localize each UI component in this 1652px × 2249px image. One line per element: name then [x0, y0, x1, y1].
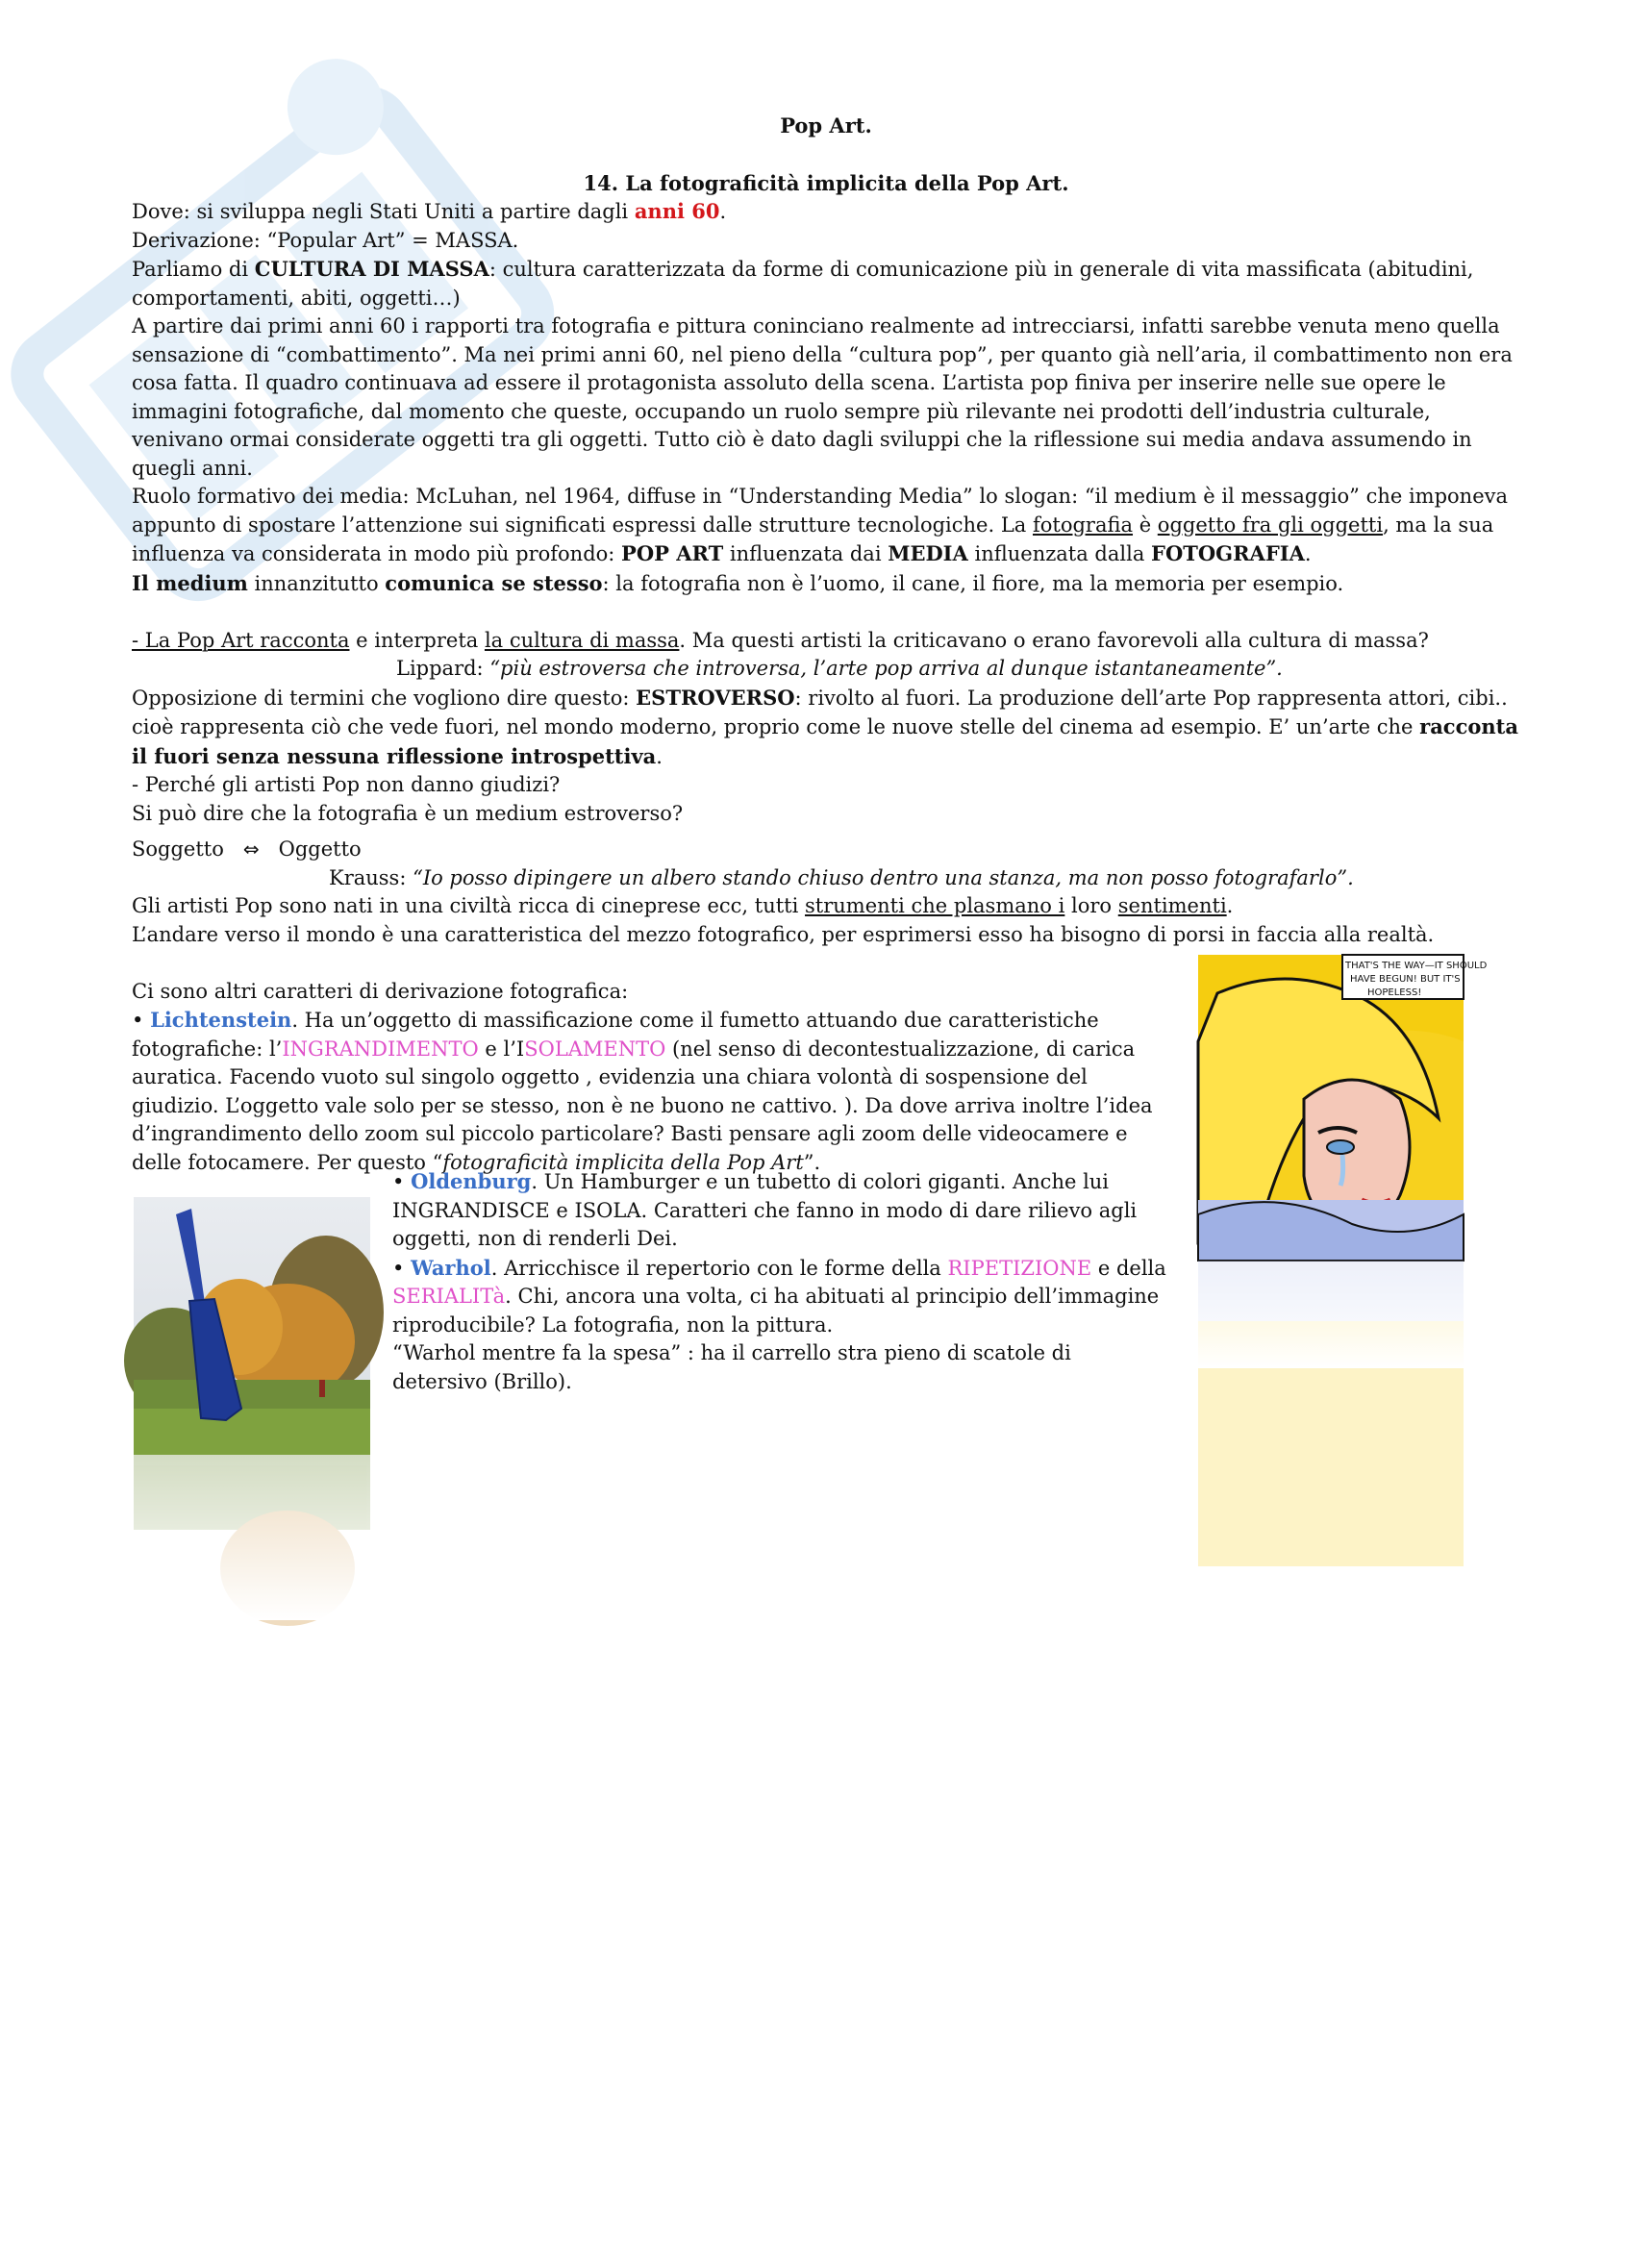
text-line: auratica. Facendo vuoto sul singolo oggetto , evidenzia una chiara volontà di sospensione del: [132, 1065, 1088, 1088]
text-line: Gli artisti Pop sono nati in una civiltà ricca di cinepresе ecc, tutti strumenti che plasmano i loro sentimenti.: [132, 894, 1234, 917]
text-line: fotografiche: l’INGRANDIMENTO e l’ISOLAMENTO (nel senso di decontestualizzazione, di carica: [132, 1037, 1136, 1061]
text-line: INGRANDISCE e ISOLA. Caratteri che fanno in modo di dare rilievo agli: [392, 1198, 1138, 1222]
text-line: • Warhol. Arricchisce il repertorio con le forme della RIPETIZIONE e della: [392, 1255, 1166, 1280]
text-line: [132, 598, 1516, 627]
text-line: giudizio. L’oggetto vale solo per se stesso, non è ne buono ne cattivo. ). Da dove arriva inoltre l’idea: [132, 1093, 1153, 1117]
text-line: Si può dire che la fotografia è un medium estroverso?: [132, 801, 684, 825]
text-line: delle fotocamere. Per questo “fotograficità implicita della Pop Art”.: [132, 1150, 821, 1174]
text-line: il fuori senza nessuna riflessione introspettiva.: [132, 743, 663, 768]
text-line: - Perché gli artisti Pop non danno giudizi?: [132, 773, 561, 796]
text-line: sensazione di “combattimento”. Ma nei primi anni 60, nel pieno della “cultura pop”, per quanto già nell’aria, il combattimento non era: [132, 342, 1513, 366]
text-line: A partire dai primi anni 60 i rapporti tra fotografia e pittura coninciano realmente ad intrecciarsi, infatti sarebbe venuta meno quella: [132, 314, 1500, 337]
oldenburg-sculpture-image: [134, 1197, 370, 1620]
text-line: influenza va considerata in modo più profondo: POP ART influenzata dai MEDIA influenzata dalla FOTOGRAFIA.: [132, 541, 1312, 565]
text-line: immagini fotografiche, dal momento che queste, occupando un ruolo sempre più rilevante nei prodotti dell’industria culturale,: [132, 399, 1431, 423]
text-line: riproducibile? La fotografia, non la pittura.: [392, 1312, 834, 1337]
text-line: Opposizione di termini che vogliono dire questo: ESTROVERSO: rivolto al fuori. La produzione dell’arte Pop rappresenta attori, cibi..: [132, 685, 1508, 710]
comic-balloon-line1: THAT'S THE WAY—IT SHOULD: [1345, 961, 1488, 971]
text-line: Parliamo di CULTURA DI MASSA: cultura caratterizzata da forme di comunicazione più in generale di vita massificata (abitudini,: [132, 257, 1474, 281]
text-line: d’ingrandimento dello zoom sul piccolo particolare? Basti pensare agli zoom delle videocamere e: [132, 1122, 1128, 1145]
text-line: • Oldenburg. Un Hamburger e un tubetto di colori giganti. Anche lui: [392, 1169, 1110, 1193]
comic-balloon-line2: HAVE BEGUN! BUT IT'S: [1350, 974, 1461, 985]
text-line: venivano ormai considerate oggetti tra gli oggetti. Tutto ciò è dato dagli sviluppi che la riflessione sui media andava assumendo in: [132, 428, 1472, 451]
page-title: Pop Art.: [780, 113, 872, 137]
text-line: oggetti, non di renderli Dei.: [392, 1227, 678, 1250]
text-line: Krauss: “Io posso dipingere un albero stando chiuso dentro una stanza, ma non posso fotografarlo”.: [329, 865, 1354, 889]
text-line: Soggetto ⇔ Oggetto: [132, 837, 362, 861]
text-line: quegli anni.: [132, 456, 253, 480]
text-line: appunto di spostare l’attenzione sui significati espressi dalle strutture tecnologiche. La fotografia è oggetto fra gli oggetti, ma la sua: [132, 512, 1494, 537]
text-line: Derivazione: “Popular Art” = MASSA.: [132, 228, 519, 252]
text-line: L’andare verso il mondo è una caratteristica del mezzo fotografico, per esprimersi esso ha bisogno di porsi in faccia alla realtà.: [132, 922, 1435, 946]
section-heading: 14. La fotograficità implicita della Pop Art.: [583, 171, 1069, 195]
side-text: [392, 1167, 1181, 1396]
text-line: Lippard: “più estroversa che introversa, l’arte pop arriva al dunque istantaneamente”.: [396, 657, 1283, 680]
text-line: cosa fatta. Il quadro continuava ad essere il protagonista assoluto della scena. L’artista pop finiva per inserire nelle sue opere le: [132, 371, 1446, 394]
text-line: • Lichtenstein. Ha un’oggetto di massificazione come il fumetto attuando due caratteristiche: [132, 1008, 1099, 1032]
text-line: - La Pop Art racconta e interpreta la cultura di massa. Ma questi artisti la criticavano o erano favorevoli alla cultura di massa?: [132, 628, 1429, 652]
text-line: Ci sono altri caratteri di derivazione fotografica:: [132, 979, 629, 1003]
text-line: comportamenti, abiti, oggetti…): [132, 286, 461, 310]
lichtenstein-comic-image: [1198, 955, 1488, 1368]
comic-balloon-line3: HOPELESS!: [1367, 987, 1422, 998]
text-line: Ruolo formativo dei media: McLuhan, nel 1964, diffuse in “Understanding Media” lo slogan: “il medium è il messaggio” che imponeva: [132, 485, 1509, 508]
text-line: “Warhol mentre fa la spesa” : ha il carrello stra pieno di scatole di: [392, 1341, 1071, 1364]
text-line: detersivo (Brillo).: [392, 1369, 572, 1393]
text-line: Il medium innanzitutto comunica se stesso: la fotografia non è l’uomo, il cane, il fiore, ma la memoria per esempio.: [132, 570, 1344, 595]
text-line: SERIALITà. Chi, ancora una volta, ci ha abituati al principio dell’immagine: [392, 1285, 1160, 1308]
text-line: cioè rappresenta ciò che vede fuori, nel mondo moderno, proprio come le nuove stelle del cinema ad esempio. E’ un’arte che racconta: [132, 714, 1518, 738]
text-line: Dove: si sviluppa negli Stati Uniti a partire dagli anni 60.: [132, 199, 727, 223]
